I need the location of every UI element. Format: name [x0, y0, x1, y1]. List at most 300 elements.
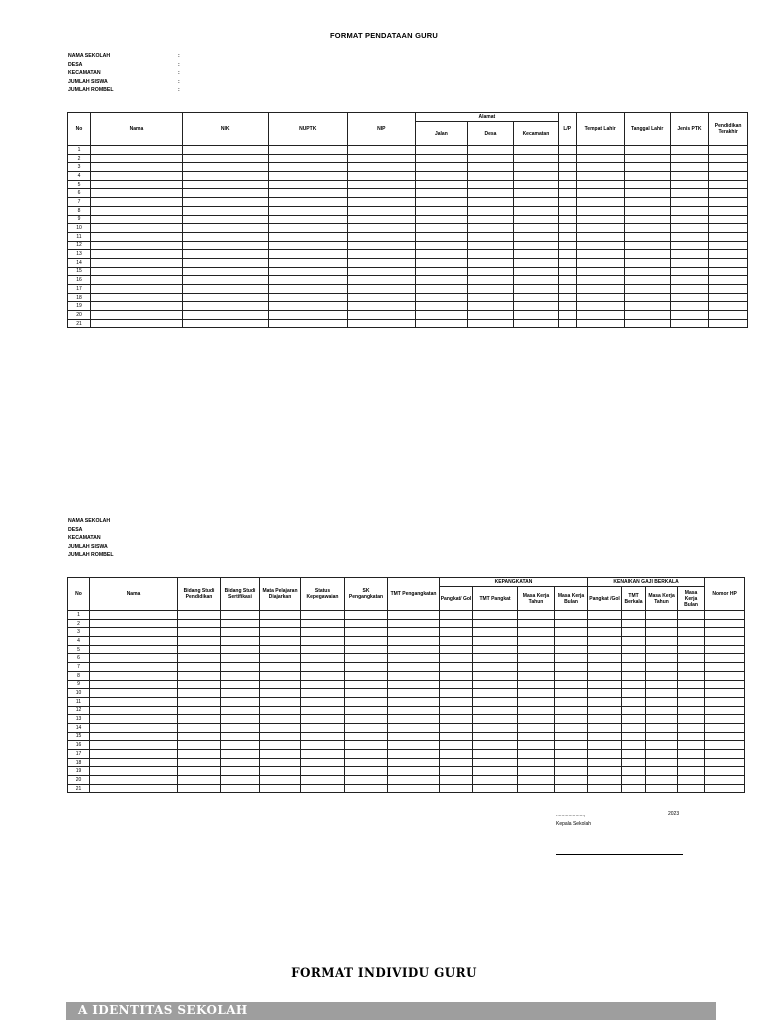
table-cell: [705, 680, 745, 689]
table-cell: [90, 241, 182, 250]
info-label: JUMLAH SISWA: [68, 78, 108, 85]
table-cell: [678, 689, 705, 698]
col-header-no: No: [68, 113, 91, 146]
table-cell: [588, 732, 622, 741]
table-cell: [415, 206, 467, 215]
table-row: [68, 189, 748, 198]
table-cell: [678, 680, 705, 689]
table-cell: [301, 654, 345, 663]
table-cell: [221, 611, 260, 620]
table-cell: [678, 706, 705, 715]
table-cell: [468, 189, 514, 198]
table-row: [68, 758, 745, 767]
table-cell: [301, 732, 345, 741]
table-cell: [709, 163, 748, 172]
table-cell: [90, 206, 182, 215]
table-cell: [678, 619, 705, 628]
table-cell: [345, 758, 388, 767]
table-row: [68, 706, 745, 715]
table-cell: [558, 198, 576, 207]
table-cell: [301, 611, 345, 620]
table-cell: [301, 671, 345, 680]
table-cell: [588, 784, 622, 793]
table-cell: [705, 671, 745, 680]
table-cell: [518, 706, 555, 715]
table-cell: [345, 784, 388, 793]
table-cell: [670, 311, 709, 320]
table-cell: [268, 163, 347, 172]
table-cell: [440, 654, 473, 663]
table-cell: [90, 723, 178, 732]
table-cell: [709, 319, 748, 328]
row-number: 18: [68, 293, 91, 302]
table-cell: [576, 258, 624, 267]
table-cell: [678, 671, 705, 680]
table-cell: [624, 172, 670, 181]
table-cell: [588, 637, 622, 646]
table-cell: [670, 224, 709, 233]
table-cell: [558, 285, 576, 294]
table-cell: [558, 224, 576, 233]
table-cell: [513, 198, 558, 207]
col-header-kepangkatan: KEPANGKATAN: [440, 578, 588, 587]
table-cell: [473, 715, 518, 724]
teacher-rank-table: [67, 577, 745, 793]
table-cell: [178, 758, 221, 767]
table-cell: [646, 671, 678, 680]
table-cell: [468, 267, 514, 276]
table-cell: [622, 706, 646, 715]
table-cell: [622, 723, 646, 732]
table-cell: [646, 611, 678, 620]
row-number: 2: [68, 619, 90, 628]
table-cell: [576, 189, 624, 198]
table-cell: [624, 267, 670, 276]
table-cell: [90, 645, 178, 654]
table-cell: [558, 293, 576, 302]
table-cell: [670, 319, 709, 328]
table-cell: [624, 224, 670, 233]
row-number: 9: [68, 680, 90, 689]
table-cell: [555, 741, 588, 750]
table-cell: [388, 697, 440, 706]
row-number: 16: [68, 741, 90, 750]
col-header-kgb-mk-bulan: Masa Kerja Bulan: [678, 587, 705, 611]
table-row: [68, 180, 748, 189]
info-label: KECAMATAN: [68, 535, 101, 542]
table-cell: [624, 232, 670, 241]
table-row: [68, 784, 745, 793]
table-cell: [622, 758, 646, 767]
col-header-tmt: TMT Pengangkatan: [388, 578, 440, 611]
table-cell: [90, 637, 178, 646]
table-cell: [646, 680, 678, 689]
table-cell: [221, 628, 260, 637]
col-header-pangkat-gol: Pangkat/ Gol: [440, 587, 473, 611]
table-cell: [646, 619, 678, 628]
info-label: NAMA SEKOLAH: [68, 518, 111, 524]
table-cell: [260, 776, 301, 785]
table-cell: [705, 723, 745, 732]
table-cell: [347, 276, 415, 285]
table-cell: [558, 172, 576, 181]
info-row: [68, 52, 180, 61]
row-number: 12: [68, 241, 91, 250]
table-row: [68, 293, 748, 302]
table-cell: [388, 671, 440, 680]
table-cell: [558, 189, 576, 198]
col-header-bidang-pendidikan: Bidang Studi Pendidikan: [178, 578, 221, 611]
table-cell: [301, 776, 345, 785]
table-cell: [415, 285, 467, 294]
table-cell: [268, 250, 347, 259]
table-cell: [576, 250, 624, 259]
table-cell: [301, 663, 345, 672]
table-cell: [555, 732, 588, 741]
table-cell: [388, 732, 440, 741]
table-cell: [518, 767, 555, 776]
table-cell: [268, 206, 347, 215]
table-row: [68, 680, 745, 689]
table-cell: [576, 241, 624, 250]
row-number: 15: [68, 267, 91, 276]
table-cell: [646, 654, 678, 663]
table-cell: [178, 680, 221, 689]
info-label: DESA: [68, 61, 83, 68]
signature-role: Kepala Sekolah: [556, 821, 592, 827]
table-cell: [624, 241, 670, 250]
table-cell: [182, 224, 268, 233]
table-cell: [221, 732, 260, 741]
table-cell: [415, 198, 467, 207]
table-row: [68, 163, 748, 172]
table-row: [68, 715, 745, 724]
table-cell: [709, 241, 748, 250]
table-row: [68, 628, 745, 637]
table-cell: [260, 741, 301, 750]
info-row: [68, 534, 178, 543]
table-cell: [468, 241, 514, 250]
info-separator: :: [178, 87, 180, 94]
table-row: [68, 611, 745, 620]
table-cell: [513, 319, 558, 328]
table-cell: [588, 671, 622, 680]
table-cell: [388, 654, 440, 663]
table-cell: [622, 697, 646, 706]
table-cell: [440, 715, 473, 724]
table-cell: [268, 180, 347, 189]
signature-line: [556, 854, 683, 855]
table-cell: [670, 206, 709, 215]
table-cell: [670, 163, 709, 172]
table-cell: [90, 146, 182, 155]
table-cell: [588, 767, 622, 776]
table-cell: [182, 172, 268, 181]
table-cell: [555, 715, 588, 724]
table-cell: [709, 215, 748, 224]
table-cell: [347, 154, 415, 163]
table-cell: [513, 180, 558, 189]
table-cell: [90, 293, 182, 302]
table-cell: [260, 611, 301, 620]
table-cell: [178, 741, 221, 750]
table-cell: [415, 267, 467, 276]
table-cell: [555, 706, 588, 715]
table-cell: [178, 637, 221, 646]
table-cell: [518, 697, 555, 706]
table-cell: [558, 319, 576, 328]
table-cell: [388, 706, 440, 715]
table-cell: [415, 319, 467, 328]
table-cell: [558, 180, 576, 189]
table-cell: [90, 319, 182, 328]
table-cell: [301, 689, 345, 698]
table-cell: [345, 741, 388, 750]
table-cell: [388, 741, 440, 750]
table-cell: [670, 276, 709, 285]
row-number: 10: [68, 689, 90, 698]
row-number: 17: [68, 285, 91, 294]
table-row: [68, 654, 745, 663]
table-cell: [90, 163, 182, 172]
table-cell: [468, 146, 514, 155]
table-cell: [588, 619, 622, 628]
table-cell: [705, 628, 745, 637]
table-cell: [268, 319, 347, 328]
table-cell: [558, 267, 576, 276]
table-cell: [709, 180, 748, 189]
col-header-tmt-pangkat: TMT Pangkat: [473, 587, 518, 611]
table-cell: [576, 267, 624, 276]
table-cell: [670, 180, 709, 189]
row-number: 20: [68, 776, 90, 785]
table-cell: [90, 697, 178, 706]
table-cell: [473, 628, 518, 637]
table-cell: [347, 232, 415, 241]
row-number: 21: [68, 784, 90, 793]
table-cell: [221, 706, 260, 715]
table-cell: [468, 198, 514, 207]
table-cell: [705, 758, 745, 767]
table-cell: [558, 241, 576, 250]
table-cell: [473, 750, 518, 759]
table-cell: [588, 706, 622, 715]
table-cell: [90, 302, 182, 311]
table-cell: [440, 741, 473, 750]
table-cell: [646, 758, 678, 767]
table-cell: [221, 654, 260, 663]
table-cell: [555, 697, 588, 706]
table-cell: [705, 611, 745, 620]
row-number: 4: [68, 172, 91, 181]
school-info-block-2: [68, 517, 178, 560]
row-number: 13: [68, 715, 90, 724]
table-cell: [555, 750, 588, 759]
table-cell: [415, 163, 467, 172]
col-header-nik: NIK: [182, 113, 268, 146]
table-cell: [347, 319, 415, 328]
table-cell: [301, 706, 345, 715]
row-number: 3: [68, 163, 91, 172]
table-cell: [513, 189, 558, 198]
row-number: 20: [68, 311, 91, 320]
table-row: [68, 206, 748, 215]
table-cell: [622, 784, 646, 793]
table-cell: [260, 671, 301, 680]
table-cell: [90, 250, 182, 259]
page-title: FORMAT PENDATAAN GURU: [330, 31, 438, 40]
col-header-hp: Nomor HP: [705, 578, 745, 611]
table-cell: [576, 154, 624, 163]
table-cell: [347, 146, 415, 155]
table-cell: [624, 189, 670, 198]
table-cell: [388, 680, 440, 689]
table-cell: [558, 154, 576, 163]
table-cell: [705, 619, 745, 628]
table-cell: [678, 776, 705, 785]
table-cell: [301, 637, 345, 646]
table-cell: [646, 628, 678, 637]
table-cell: [90, 750, 178, 759]
table-cell: [345, 706, 388, 715]
table-cell: [678, 637, 705, 646]
table-row: [68, 319, 748, 328]
table-cell: [622, 776, 646, 785]
table-row: [68, 645, 745, 654]
table-cell: [709, 276, 748, 285]
table-cell: [518, 619, 555, 628]
col-header-sk: SK Pengangkatan: [345, 578, 388, 611]
table-cell: [268, 302, 347, 311]
table-cell: [182, 154, 268, 163]
table-cell: [473, 645, 518, 654]
table-cell: [345, 680, 388, 689]
table-cell: [388, 723, 440, 732]
row-number: 18: [68, 758, 90, 767]
table-cell: [221, 741, 260, 750]
table-cell: [90, 758, 178, 767]
table-cell: [588, 697, 622, 706]
table-cell: [588, 645, 622, 654]
table-cell: [90, 784, 178, 793]
table-row: [68, 172, 748, 181]
table-cell: [260, 706, 301, 715]
school-info-block-1: [68, 52, 180, 95]
table-cell: [440, 706, 473, 715]
info-row: [68, 69, 180, 78]
table-cell: [624, 198, 670, 207]
table-cell: [182, 163, 268, 172]
col-header-kgb-mk-tahun: Masa Kerja Tahun: [646, 587, 678, 611]
table-cell: [347, 267, 415, 276]
row-number: 14: [68, 723, 90, 732]
info-separator: :: [178, 78, 180, 85]
table-cell: [182, 267, 268, 276]
form-individu-title: FORMAT INDIVIDU GURU: [291, 965, 477, 981]
table-cell: [468, 180, 514, 189]
table-cell: [518, 741, 555, 750]
table-cell: [440, 680, 473, 689]
table-cell: [415, 276, 467, 285]
table-cell: [90, 741, 178, 750]
table-cell: [678, 663, 705, 672]
table-row: [68, 232, 748, 241]
table-cell: [555, 611, 588, 620]
table-cell: [345, 637, 388, 646]
table-cell: [415, 224, 467, 233]
table-cell: [705, 784, 745, 793]
table-cell: [624, 276, 670, 285]
table-cell: [90, 706, 178, 715]
table-cell: [178, 715, 221, 724]
table-cell: [576, 180, 624, 189]
table-cell: [473, 706, 518, 715]
table-cell: [678, 758, 705, 767]
table-cell: [468, 258, 514, 267]
table-cell: [182, 276, 268, 285]
table-cell: [670, 154, 709, 163]
table-cell: [646, 732, 678, 741]
table-cell: [555, 628, 588, 637]
table-cell: [221, 750, 260, 759]
row-number: 14: [68, 258, 91, 267]
table-cell: [178, 776, 221, 785]
table-cell: [468, 154, 514, 163]
table-cell: [555, 663, 588, 672]
table-cell: [415, 250, 467, 259]
table-cell: [678, 697, 705, 706]
table-cell: [178, 628, 221, 637]
table-cell: [705, 741, 745, 750]
table-cell: [182, 180, 268, 189]
table-cell: [182, 302, 268, 311]
table-cell: [415, 293, 467, 302]
col-header-pendidikan: Pendidikan Terakhir: [709, 113, 748, 146]
table-cell: [345, 689, 388, 698]
table-cell: [388, 715, 440, 724]
table-cell: [588, 776, 622, 785]
row-number: 5: [68, 645, 90, 654]
table-cell: [670, 189, 709, 198]
table-cell: [221, 637, 260, 646]
table-cell: [678, 767, 705, 776]
table-cell: [468, 319, 514, 328]
table-row: [68, 215, 748, 224]
table-cell: [301, 628, 345, 637]
col-header-nama: Nama: [90, 113, 182, 146]
table-cell: [513, 172, 558, 181]
info-label: JUMLAH ROMBEL: [68, 552, 114, 559]
table-cell: [473, 776, 518, 785]
table-cell: [388, 758, 440, 767]
table-cell: [678, 654, 705, 663]
table-cell: [705, 750, 745, 759]
table-row: [68, 637, 745, 646]
table-row: [68, 250, 748, 259]
table-cell: [518, 637, 555, 646]
table-cell: [90, 215, 182, 224]
table-cell: [388, 784, 440, 793]
table-cell: [555, 784, 588, 793]
row-number: 16: [68, 276, 91, 285]
table-cell: [646, 706, 678, 715]
table-cell: [513, 293, 558, 302]
table-cell: [622, 628, 646, 637]
table-cell: [221, 776, 260, 785]
table-cell: [347, 172, 415, 181]
table-cell: [473, 723, 518, 732]
table-cell: [221, 619, 260, 628]
